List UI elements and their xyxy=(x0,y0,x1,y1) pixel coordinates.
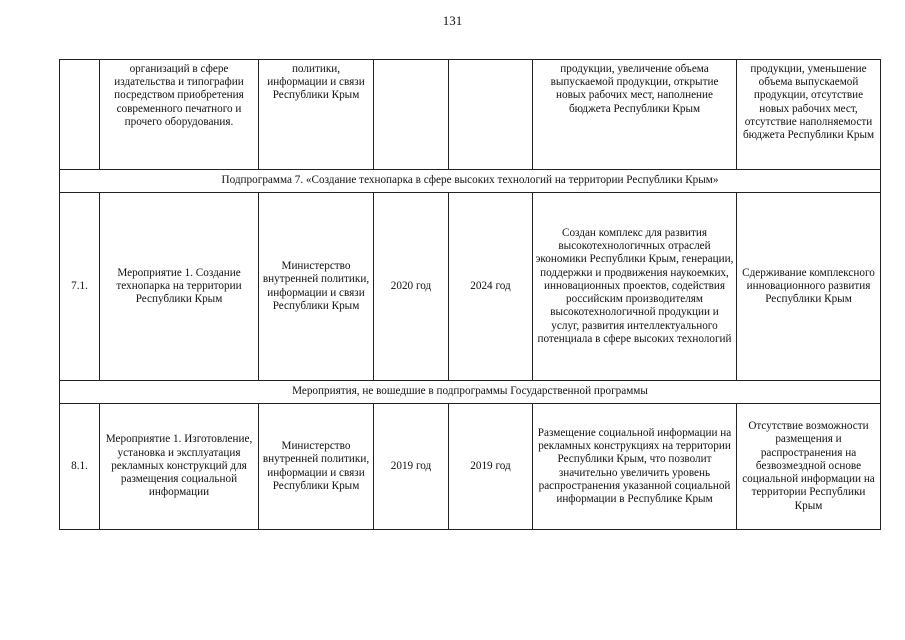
end-year-cell: 2019 год xyxy=(449,404,533,530)
other-activities-heading: Мероприятия, не вошедшие в подпрограммы Государственной программы xyxy=(60,381,881,404)
executor-cell: Министерство внутренней политики, информации и связи Республики Крым xyxy=(259,404,374,530)
expected-result-cell: Создан комплекс для развития высокотехнологичных отраслей экономики Республики Крым, генерации, поддержки и продвижения наукоемких, инновационных проектов, содействия российским производителям высокотехнологичной продукции и услуг, развития интеллектуального потенциала в сфере высоких технологий xyxy=(533,193,737,381)
event-cell: организаций в сфере издательства и типографии посредством приобретения современного печатного и прочего оборудования. xyxy=(100,60,259,170)
row-number-cell xyxy=(60,60,100,170)
end-year-cell xyxy=(449,60,533,170)
section-row xyxy=(60,381,881,404)
page-number: 131 xyxy=(442,13,463,28)
start-year-cell: 2019 год xyxy=(374,404,449,530)
end-year-cell: 2024 год xyxy=(449,193,533,381)
expected-result-cell: продукции, увеличение объема выпускаемой продукции, открытие новых рабочих мест, наполнение бюджета Республики Крым xyxy=(533,60,737,170)
event-cell: Мероприятие 1. Изготовление, установка и эксплуатация рекламных конструкций для размещения социальной информации xyxy=(100,404,259,530)
consequence-cell: продукции, уменьшение объема выпускаемой продукции, отсутствие новых рабочих мест, отсутствие наполняемости бюджета Республики Крым xyxy=(737,60,881,170)
consequence-cell: Сдерживание комплексного инновационного развития Республики Крым xyxy=(737,193,881,381)
executor-cell: Министерство внутренней политики, информации и связи Республики Крым xyxy=(259,193,374,381)
executor-cell: политики, информации и связи Республики Крым xyxy=(259,60,374,170)
start-year-cell: 2020 год xyxy=(374,193,449,381)
start-year-cell xyxy=(374,60,449,170)
table-row xyxy=(60,404,881,530)
row-number-cell: 8.1. xyxy=(60,404,100,530)
program-activities-table xyxy=(59,59,881,530)
consequence-cell: Отсутствие возможности размещения и распространения на безвозмездной основе социальной информации на территории Республики Крым xyxy=(737,404,881,530)
event-cell: Мероприятие 1. Создание технопарка на территории Республики Крым xyxy=(100,193,259,381)
subprogram-heading: Подпрограмма 7. «Создание технопарка в сфере высоких технологий на территории Республики Крым» xyxy=(60,170,881,193)
section-row xyxy=(60,170,881,193)
row-number-cell: 7.1. xyxy=(60,193,100,381)
expected-result-cell: Размещение социальной информации на рекламных конструкциях на территории Республики Крым, что позволит значительно увеличить уровень распространения указанной социальной информации в Республике Крым xyxy=(533,404,737,530)
table-row xyxy=(60,60,881,170)
table-row xyxy=(60,193,881,381)
